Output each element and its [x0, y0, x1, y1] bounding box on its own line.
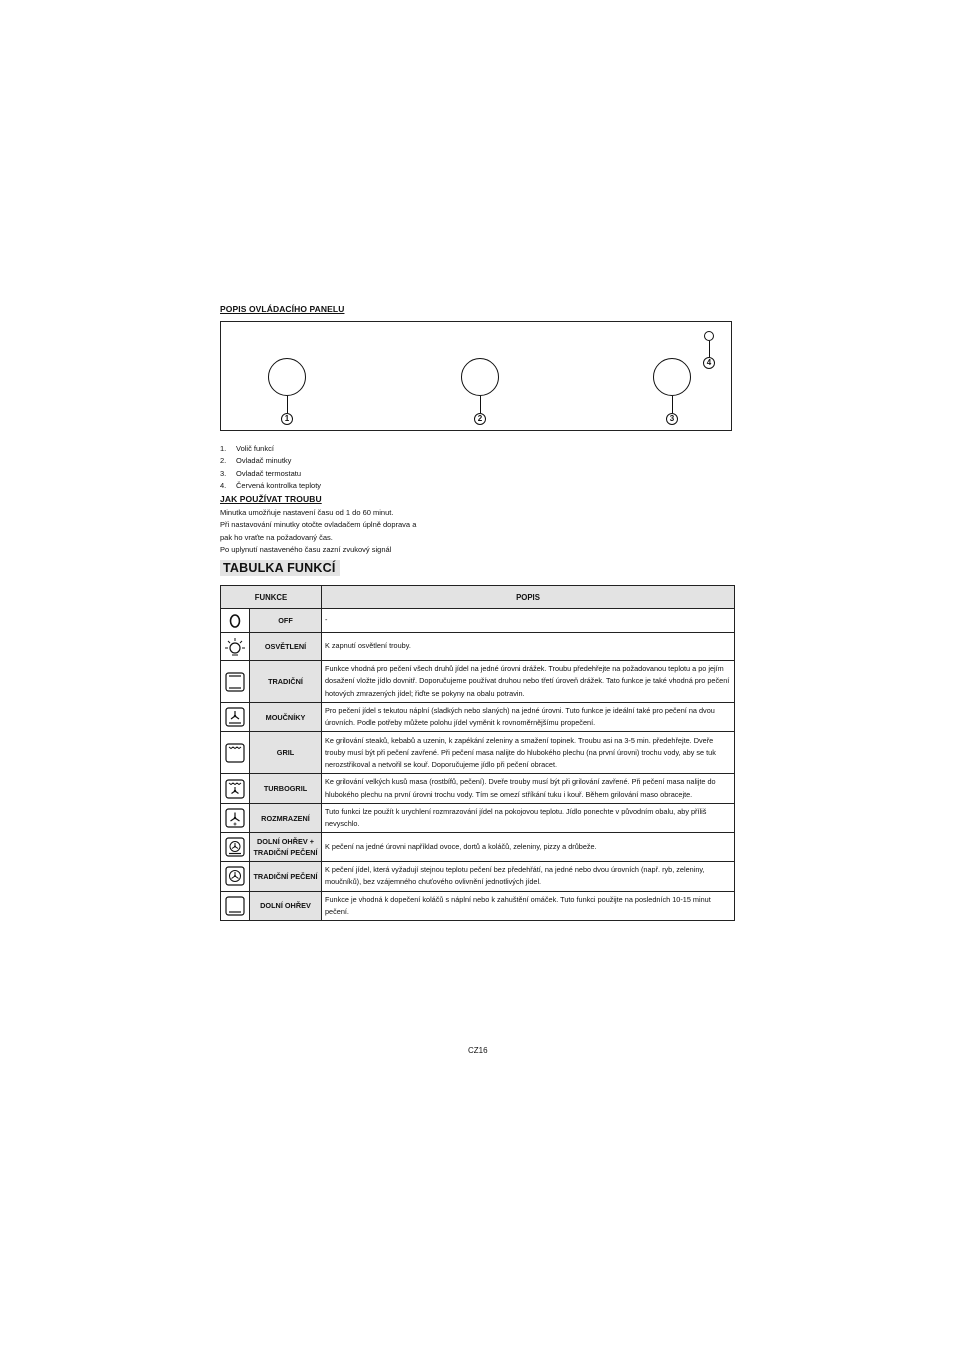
function-selector-knob — [268, 358, 306, 396]
function-description: Funkce vhodná pro pečení všech druhů jídel na jedné úrovni drážek. Troubu předehřejte na požadovanou teplotu a po jejím dosažení vložte jídlo dovnitř. Doporučujeme používat druhou nebo třetí úroveň drážek. Tato funkce je také vhodná pro pečení hotových zmrazených jídel; řiďte se pokyny na obalu potravin. — [322, 661, 735, 703]
table-row — [221, 703, 735, 732]
function-description: Pro pečení jídel s tekutou náplní (sladkých nebo slaných) na jedné úrovni. Tuto funkce je ideální také pro pečení na dvou úrovních. Podle potřeby můžete polohu jídel vyměnit k rovnoměrnějšímu propečení. — [322, 703, 735, 732]
table-row — [221, 732, 735, 774]
temperature-lamp-icon — [704, 331, 714, 341]
table-header-row — [221, 586, 735, 609]
function-name-line: TRADIČNÍ PEČENÍ — [253, 848, 318, 858]
table-row — [221, 891, 735, 920]
callout-line — [480, 396, 481, 413]
legend-item — [220, 443, 321, 455]
function-description: K zapnutí osvětlení trouby. — [322, 633, 735, 661]
legend-number: 2. — [220, 456, 227, 466]
function-name-line: DOLNÍ OHŘEV + — [257, 837, 314, 847]
pastry-fan-icon — [221, 703, 250, 732]
how-to-line: pak ho vraťte na požadovaný čas. — [220, 532, 333, 542]
function-name: OSVĚTLENÍ — [250, 633, 322, 661]
function-description: Ke grilování steaků, kebabů a uzenin, k zapékání zeleniny a smažení topinek. Troubu asi na 3-5 min. předehřejte. Dveře trouby musí být při pečení zavřené. Při pečení masa nalijte do hlubokého plechu (na první úrovni) trochu vody, aby se tuk nerozstřikoval a netvořil se kouř. Doporučujeme jídlo při pečení obracet. — [322, 732, 735, 774]
function-name: TURBOGRIL — [250, 774, 322, 803]
page-number: CZ16 — [468, 1046, 488, 1055]
off-icon — [221, 609, 250, 633]
function-name — [250, 833, 322, 862]
panel-legend — [220, 443, 321, 493]
legend-number: 4. — [220, 481, 227, 491]
callout-line — [672, 396, 673, 413]
callout-3: 3 — [666, 413, 678, 425]
header-description: POPIS — [322, 586, 735, 609]
thermostat-knob — [653, 358, 691, 396]
how-to-line: Při nastavování minutky otočte ovladačem úplně doprava a — [220, 520, 417, 530]
table-row — [221, 633, 735, 661]
header-function: FUNKCE — [221, 586, 322, 609]
function-name: DOLNÍ OHŘEV — [250, 891, 322, 920]
function-table — [220, 585, 735, 921]
table-row — [221, 803, 735, 832]
legend-text: Červená kontrolka teploty — [236, 481, 322, 491]
light-bulb-icon — [221, 633, 250, 661]
legend-text: Ovladač minutky — [236, 456, 292, 466]
function-description: Tuto funkci lze použít k urychlení rozmrazování jídel na pokojovou teplotu. Jídlo ponechte v původním obalu, aby příliš nevyschlo. — [322, 803, 735, 832]
control-panel-diagram — [220, 321, 732, 431]
grill-icon — [221, 732, 250, 774]
function-description: K pečení na jedné úrovni například ovoce, dortů a koláčů, zeleniny, pizzy a drůbeže. — [322, 833, 735, 862]
legend-number: 1. — [220, 444, 227, 453]
how-to-line: Minutka umožňuje nastavení času od 1 do 60 minut. — [220, 508, 394, 517]
callout-line — [287, 396, 288, 413]
callout-line — [709, 341, 710, 357]
function-description: K pečení jídel, která vyžadují stejnou teplotu pečení bez předehřátí, na jedné nebo dvou úrovních (např. ryb, zeleniny, moučníků), bez vzájemného chuťového ovlivnění jednotlivých jídel. — [322, 862, 735, 891]
function-name: TRADIČNÍ — [250, 661, 322, 703]
function-name: ROZMRAZENÍ — [250, 803, 322, 832]
callout-4: 4 — [703, 357, 715, 369]
bottom-heat-fan-icon — [221, 833, 250, 862]
function-description: Funkce je vhodná k dopečení koláčů s náplní nebo k zahuštění omáček. Tuto funkci použijte na posledních 10-15 minut pečení. — [322, 891, 735, 920]
table-row — [221, 862, 735, 891]
table-row — [221, 609, 735, 633]
function-table-heading: TABULKA FUNKCÍ — [220, 560, 340, 576]
table-row — [221, 661, 735, 703]
forced-air-icon — [221, 862, 250, 891]
table-row — [221, 833, 735, 862]
callout-1: 1 — [281, 413, 293, 425]
conventional-oven-icon — [221, 661, 250, 703]
function-description: - — [322, 609, 735, 633]
table-row — [221, 774, 735, 803]
legend-item — [220, 468, 321, 480]
function-name: GRIL — [250, 732, 322, 774]
how-to-line: Po uplynutí nastaveného času zazní zvukový signál — [220, 544, 392, 554]
how-to-text — [220, 507, 416, 556]
function-name: TRADIČNÍ PEČENÍ — [250, 862, 322, 891]
timer-knob — [461, 358, 499, 396]
turbo-grill-icon — [221, 774, 250, 803]
callout-2: 2 — [474, 413, 486, 425]
bottom-heat-icon — [221, 891, 250, 920]
function-name: MOUČNÍKY — [250, 703, 322, 732]
legend-text: Ovladač termostatu — [236, 468, 302, 478]
function-name: OFF — [250, 609, 322, 633]
legend-text: Volič funkcí — [236, 444, 274, 453]
legend-item — [220, 480, 321, 492]
function-description: Ke grilování velkých kusů masa (rostbífů, pečení). Dveře trouby musí být při grilování zavřené. Při pečení masa nalijte do hlubokého plechu na první úrovni trochu vody. Tím se omezí stříkání tuku i kouř. Během grilování maso obracejte. — [322, 774, 735, 803]
legend-item — [220, 455, 321, 467]
legend-number: 3. — [220, 468, 227, 478]
panel-section-title: POPIS OVLÁDACÍHO PANELU — [220, 304, 345, 314]
defrost-icon — [221, 803, 250, 832]
how-to-title: JAK POUŽÍVAT TROUBU — [220, 494, 322, 504]
